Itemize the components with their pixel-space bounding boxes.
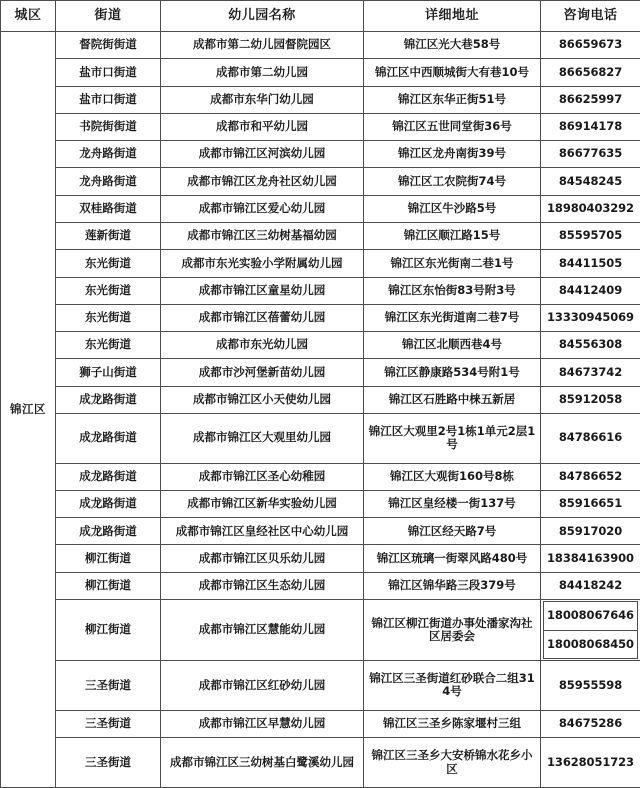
phone-cell [541,599,640,660]
kindergarten-name-cell: 成都市锦江区龙舟社区幼儿园 [161,168,364,195]
table-row [1,386,640,413]
phone-cell: 85917020 [541,518,640,545]
address-cell: 锦江区三圣街道红砂联合二组314号 [364,661,541,711]
street-cell: 督院街街道 [56,32,161,59]
address-cell: 锦江区三圣乡大安桥锦水花乡小区 [364,738,541,788]
phone-cell: 18384163900 [541,545,640,572]
table-row [1,518,640,545]
street-cell: 三圣街道 [56,738,161,788]
phone-cell: 86659673 [541,32,640,59]
kindergarten-name-cell: 成都市东光幼儿园 [161,332,364,359]
table-row [1,86,640,113]
kindergarten-name-cell: 成都市锦江区三幼树基福幼园 [161,222,364,249]
street-cell: 成龙路街道 [56,413,161,463]
address-cell: 锦江区东光街南二巷1号 [364,250,541,277]
address-cell: 锦江区东怡街83号附3号 [364,277,541,304]
street-cell: 双桂路街道 [56,195,161,222]
phone-cell: 84673742 [541,359,640,386]
table-row [1,59,640,86]
address-cell: 锦江区北顺西巷4号 [364,332,541,359]
kindergarten-name-cell: 成都市第二幼儿园 [161,59,364,86]
street-cell: 三圣街道 [56,710,161,737]
street-cell: 柳江街道 [56,599,161,660]
kindergarten-name-cell: 成都市锦江区早慧幼儿园 [161,710,364,737]
table-row [1,545,640,572]
kindergarten-name-cell: 成都市锦江区圣心幼稚园 [161,463,364,490]
table-row [1,710,640,737]
table-body [1,32,640,788]
street-cell: 三圣街道 [56,661,161,711]
kindergarten-name-cell: 成都市锦江区红砂幼儿园 [161,661,364,711]
kindergarten-name-cell: 成都市锦江区皇经社区中心幼儿园 [161,518,364,545]
address-cell: 锦江区工农院街74号 [364,168,541,195]
table-row [1,32,640,59]
address-cell: 锦江区大观街160号8栋 [364,463,541,490]
street-cell: 莲新街道 [56,222,161,249]
phone-split-row [544,601,638,630]
column-header-address: 详细地址 [364,1,541,32]
kindergarten-name-cell: 成都市第二幼儿园督院园区 [161,32,364,59]
address-cell: 锦江区经天路7号 [364,518,541,545]
street-cell: 东光街道 [56,304,161,331]
address-cell: 锦江区中西顺城街大有巷10号 [364,59,541,86]
phone-cell: 84411505 [541,250,640,277]
address-cell: 锦江区龙舟南街39号 [364,141,541,168]
address-cell: 锦江区五世同堂街36号 [364,113,541,140]
address-cell: 锦江区大观里2号1栋1单元2层1号 [364,413,541,463]
table-row [1,572,640,599]
table-row [1,141,640,168]
street-cell: 柳江街道 [56,572,161,599]
kindergarten-name-cell: 成都市锦江区新华实验幼儿园 [161,490,364,517]
table-header [1,1,640,32]
phone-cell: 84786616 [541,413,640,463]
phone-cell: 18980403292 [541,195,640,222]
kindergarten-name-cell: 成都市锦江区生态幼儿园 [161,572,364,599]
kindergarten-name-cell: 成都市东光实验小学附属幼儿园 [161,250,364,277]
kindergarten-name-cell: 成都市锦江区蓓蕾幼儿园 [161,304,364,331]
kindergarten-name-cell: 成都市沙河堡新苗幼儿园 [161,359,364,386]
address-cell: 锦江区顺江路15号 [364,222,541,249]
column-header-district: 城区 [1,1,56,32]
street-cell: 龙舟路街道 [56,141,161,168]
kindergarten-name-cell: 成都市锦江区三幼树基白鹭溪幼儿园 [161,738,364,788]
kindergarten-name-cell: 成都市锦江区童星幼儿园 [161,277,364,304]
kindergarten-name-cell: 成都市锦江区爱心幼儿园 [161,195,364,222]
street-cell: 盐市口街道 [56,59,161,86]
table-row [1,463,640,490]
table-row [1,738,640,788]
column-header-phone: 咨询电话 [541,1,640,32]
table-row [1,277,640,304]
kindergarten-name-cell: 成都市锦江区大观里幼儿园 [161,413,364,463]
table-row [1,599,640,660]
street-cell: 成龙路街道 [56,386,161,413]
street-cell: 龙舟路街道 [56,168,161,195]
phone-cell: 85955598 [541,661,640,711]
kindergarten-name-cell: 成都市锦江区贝乐幼儿园 [161,545,364,572]
street-cell: 成龙路街道 [56,518,161,545]
address-cell: 锦江区柳江街道办事处潘家沟社区居委会 [364,599,541,660]
address-cell: 锦江区东光街道南二巷7号 [364,304,541,331]
kindergarten-name-cell: 成都市和平幼儿园 [161,113,364,140]
address-cell: 锦江区光大巷58号 [364,32,541,59]
kindergarten-name-cell: 成都市锦江区慧能幼儿园 [161,599,364,660]
phone-cell: 86677635 [541,141,640,168]
kindergarten-name-cell: 成都市锦江区河滨幼儿园 [161,141,364,168]
street-cell: 东光街道 [56,332,161,359]
table-row [1,168,640,195]
table-row [1,250,640,277]
street-cell: 成龙路街道 [56,490,161,517]
street-cell: 书院街街道 [56,113,161,140]
address-cell: 锦江区东华正街51号 [364,86,541,113]
phone-cell: 84675286 [541,710,640,737]
address-cell: 锦江区锦华路三段379号 [364,572,541,599]
address-cell: 锦江区牛沙路5号 [364,195,541,222]
street-cell: 柳江街道 [56,545,161,572]
phone-cell: 85595705 [541,222,640,249]
district-cell: 锦江区 [1,32,56,788]
street-cell: 成龙路街道 [56,463,161,490]
table-row [1,195,640,222]
address-cell: 锦江区静康路534号附1号 [364,359,541,386]
column-header-street: 街道 [56,1,161,32]
table-row [1,490,640,517]
table-row [1,413,640,463]
phone-cell-primary: 18008067646 [544,601,638,630]
phone-cell: 86656827 [541,59,640,86]
table-row [1,304,640,331]
phone-cell-secondary: 18008068450 [544,630,638,659]
phone-split-row [544,630,638,659]
table-row [1,661,640,711]
address-cell: 锦江区琉璃一街翠风路480号 [364,545,541,572]
phone-cell: 84556308 [541,332,640,359]
table-row [1,359,640,386]
table-header-row [1,1,640,32]
address-cell: 锦江区三圣乡陈家堰村三组 [364,710,541,737]
phone-cell: 84418242 [541,572,640,599]
phone-cell: 84548245 [541,168,640,195]
address-cell: 锦江区石胜路中梾五新居 [364,386,541,413]
phone-split-table [543,601,638,659]
phone-cell: 84412409 [541,277,640,304]
phone-cell: 85916651 [541,490,640,517]
table-row [1,222,640,249]
street-cell: 东光街道 [56,277,161,304]
table-row [1,332,640,359]
address-cell: 锦江区皇经楼一街137号 [364,490,541,517]
street-cell: 东光街道 [56,250,161,277]
kindergarten-name-cell: 成都市东华门幼儿园 [161,86,364,113]
column-header-kindergarten-name: 幼儿园名称 [161,1,364,32]
phone-cell: 85912058 [541,386,640,413]
street-cell: 盐市口街道 [56,86,161,113]
phone-cell: 84786652 [541,463,640,490]
phone-cell: 13330945069 [541,304,640,331]
kindergarten-name-cell: 成都市锦江区小天使幼儿园 [161,386,364,413]
phone-cell: 86914178 [541,113,640,140]
phone-cell: 86625997 [541,86,640,113]
street-cell: 狮子山街道 [56,359,161,386]
phone-cell: 13628051723 [541,738,640,788]
table-row [1,113,640,140]
